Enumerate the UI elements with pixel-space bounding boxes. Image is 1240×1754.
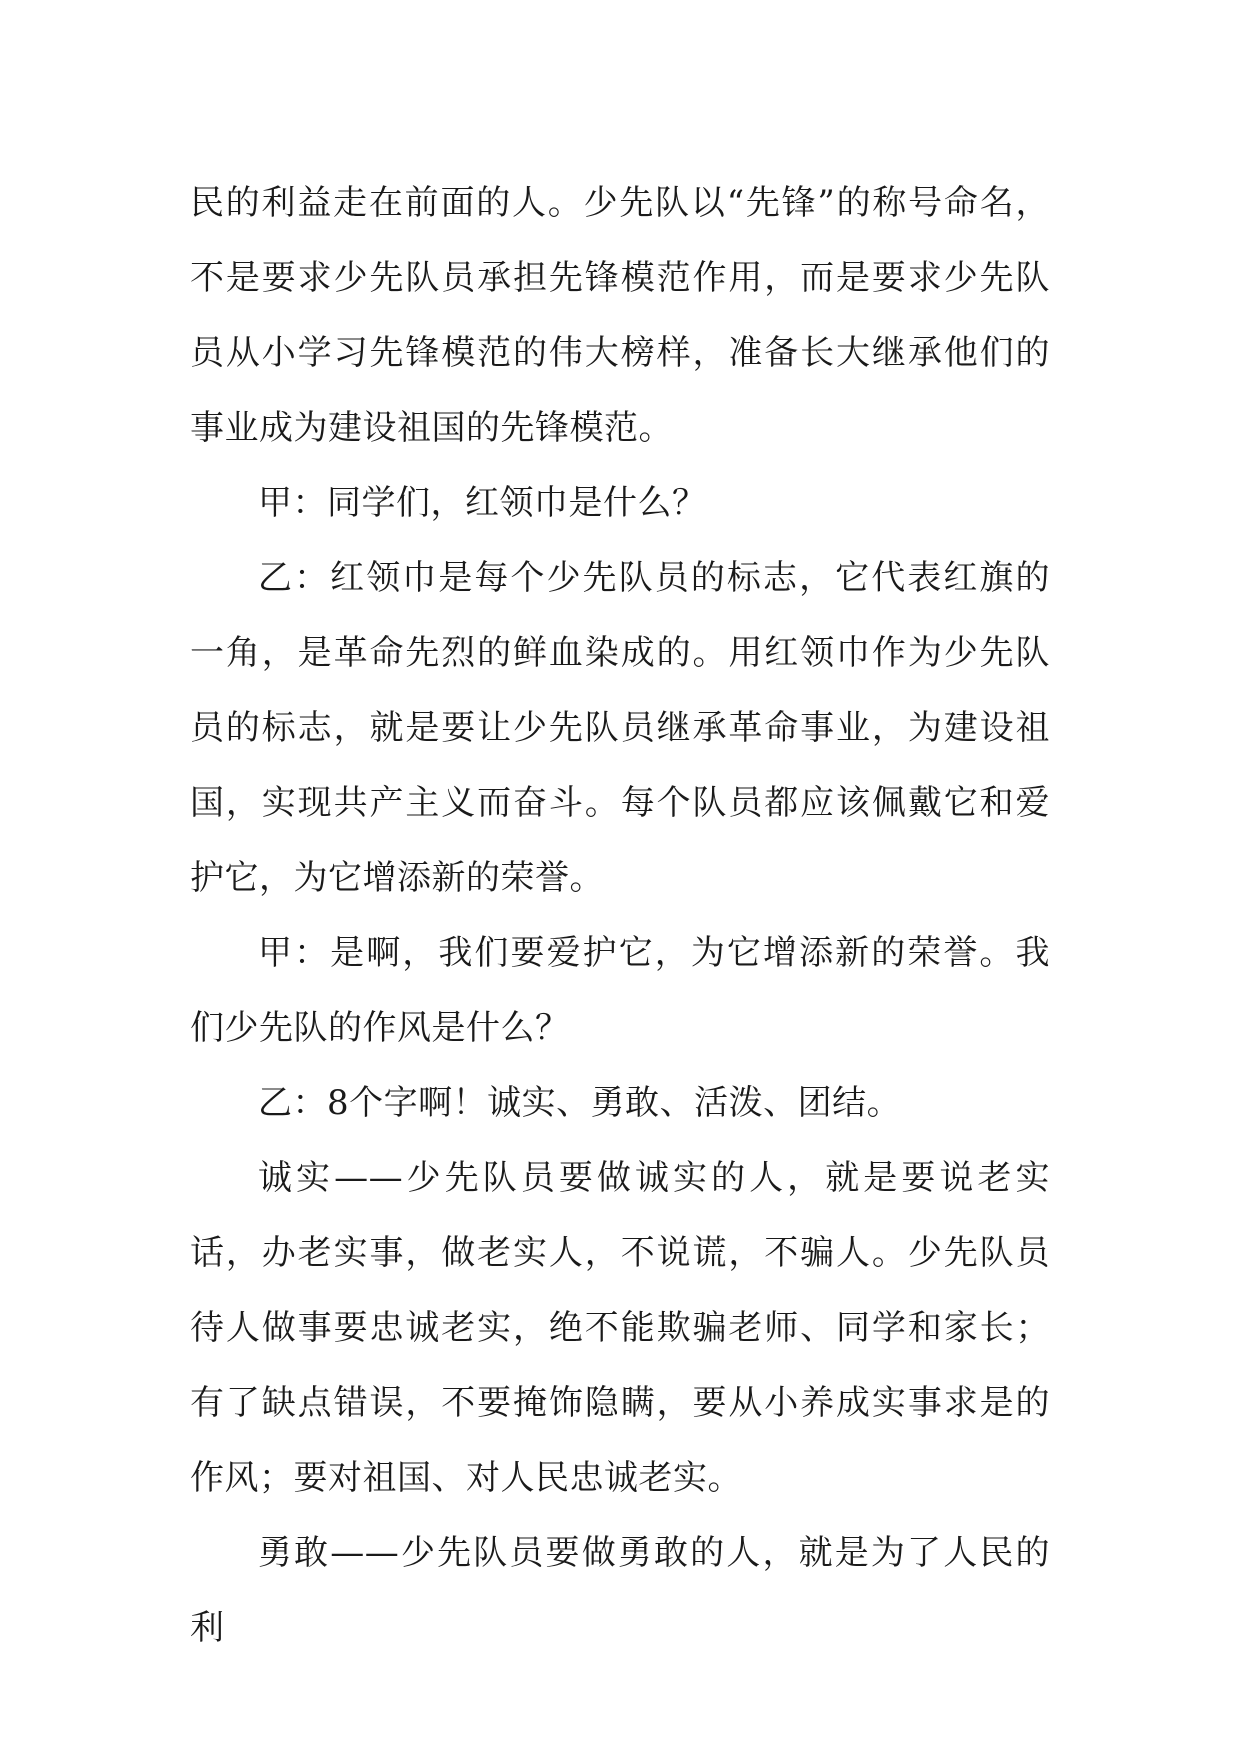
paragraph-honesty: 诚实——少先队员要做诚实的人，就是要说老实话，办老实事，做老实人，不说谎，不骗人。少先队员待人做事要忠诚老实，绝不能欺骗老师、同学和家长；有了缺点错误，不要掩饰隐瞒，要从小养成实事求是的作风；要对祖国、对人民忠诚老实。 — [190, 1158, 1050, 1498]
paragraph-continuation: 民的利益走在前面的人。少先队以“先锋”的称号命名，不是要求少先队员承担先锋模范作用，而是要求少先队员从小学习先锋模范的伟大榜样，准备长大继承他们的事业成为建设祖国的先锋模范。 — [190, 183, 1050, 448]
paragraph-bravery: 勇敢——少先队员要做勇敢的人，就是为了人民的利 — [190, 1533, 1050, 1648]
paragraph-jia-question-red-scarf: 甲：同学们，红领巾是什么？ — [258, 483, 707, 523]
paragraph-yi-answer-red-scarf: 乙：红领巾是每个少先队员的标志，它代表红旗的一角，是革命先烈的鲜血染成的。用红领巾作为少先队员的标志，就是要让少先队员继承革命事业，为建设祖国，实现共产主义而奋斗。每个队员都应该佩戴它和爱护它，为它增添新的荣誉。 — [190, 558, 1050, 898]
paragraph-yi-answer-style: 乙：8个字啊！诚实、勇敢、活泼、团结。 — [258, 1083, 902, 1123]
document-body — [190, 166, 1050, 1666]
paragraph-jia-question-style: 甲：是啊，我们要爱护它，为它增添新的荣誉。我们少先队的作风是什么？ — [190, 933, 1050, 1048]
